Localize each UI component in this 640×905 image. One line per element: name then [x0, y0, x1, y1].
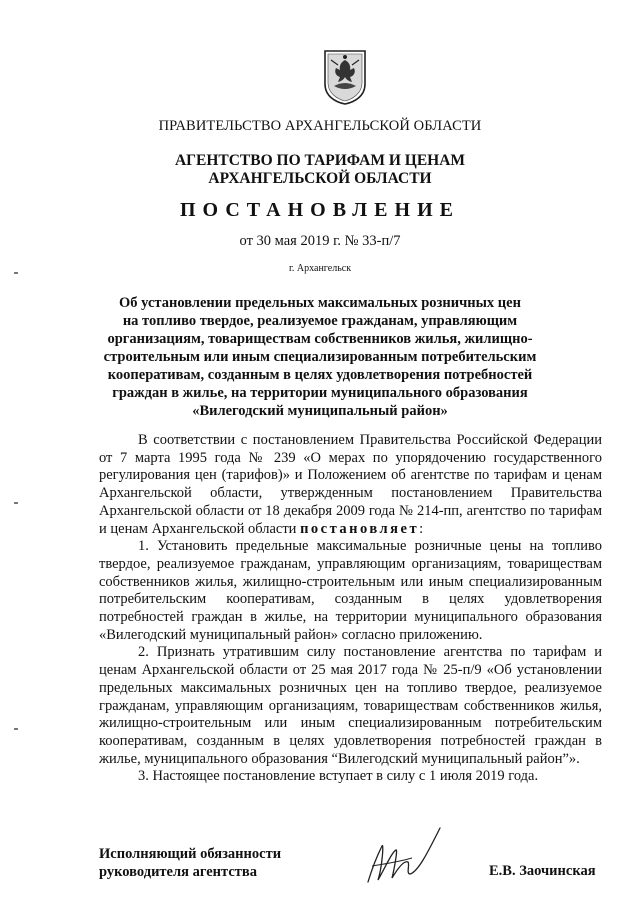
subject-line: граждан в жилье, на территории муниципального образования [112, 385, 528, 401]
government-name: ПРАВИТЕЛЬСТВО АРХАНГЕЛЬСКОЙ ОБЛАСТИ [158, 118, 482, 134]
subject-line: кооперативам, созданным в целях удовлетворения потребностей [107, 367, 533, 383]
item-2: 2. Признать утратившим силу постановление агентства по тарифам и ценам Архангельской области от 25 мая 2017 года № 25-п/9 «Об установлении предельных максимальных розничных цен на топливо твердое, реализуемое гражданам, управляющим организациям, товариществам собственников жилья, жилищно-строительным или иным специализированным потребительским кооперативам, созданным в целях удовлетворения потребностей граждан в жилье, муниципального образования “Вилегодский муниципальный район”». [99, 644, 602, 767]
preamble-paragraph [99, 432, 602, 538]
position-line1: Исполняющий обязанности [99, 846, 282, 862]
position-line2: руководителя агентства [99, 864, 257, 880]
scan-speck [14, 502, 18, 504]
item-3: 3. Настоящее постановление вступает в силу с 1 июля 2019 года. [138, 768, 539, 785]
subject-line: организациям, товариществам собственников жилья, жилищно- [107, 331, 533, 347]
agency-name [0, 152, 640, 188]
decree-colon: : [419, 520, 424, 537]
subject-line: на топливо твердое, реализуемое гражданам, управляющим [122, 313, 518, 329]
subject-line: «Вилегодский муниципальный район» [192, 403, 448, 419]
agency-name-line2: АРХАНГЕЛЬСКОЙ ОБЛАСТИ [208, 170, 432, 187]
agency-name-line1: АГЕНТСТВО ПО ТАРИФАМ И ЦЕНАМ [174, 152, 466, 169]
city: г. Архангельск [288, 263, 352, 274]
item-1: 1. Установить предельные максимальные розничные цены на топливо твердое, реализуемое гражданам, управляющим организациям, товариществам собственников жилья, жилищно-строительным или иным специализированным потребительским кооперативам, созданным в целях удовлетворения потребностей граждан в жилье, на территории муниципального образования «Вилегодский муниципальный район» согласно приложению. [99, 538, 602, 643]
date-and-number: от 30 мая 2019 г. № 33-п/7 [239, 233, 401, 249]
signatory-name: Е.В. Заочинская [489, 863, 596, 879]
document-type: ПОСТАНОВЛЕНИЕ [180, 199, 460, 221]
scan-speck [14, 728, 18, 730]
coat-of-arms-icon [322, 48, 368, 106]
scan-speck [14, 272, 18, 274]
decree-word: постановляет [300, 520, 420, 537]
subject-line: Об установлении предельных максимальных розничных цен [119, 295, 521, 311]
document-body [99, 432, 602, 786]
subject-line: строительным или иным специализированным потребительским [103, 349, 537, 365]
handwritten-signature-icon [362, 822, 444, 892]
document-subject [0, 294, 640, 420]
preamble-text: В соответствии с постановлением Правительства Российской Федерации от 7 марта 1995 года № 239 «О мерах по упорядочению государственного регулирования цен (тарифов)» и Положением об агентстве по тарифам и ценам Архангельской области, утвержденным постановлением Правительства Архангельской области от 18 декабря 2009 года № 214-пп, агентство по тарифам и ценам Архангельской области [99, 432, 602, 537]
signatory-position [99, 845, 281, 881]
